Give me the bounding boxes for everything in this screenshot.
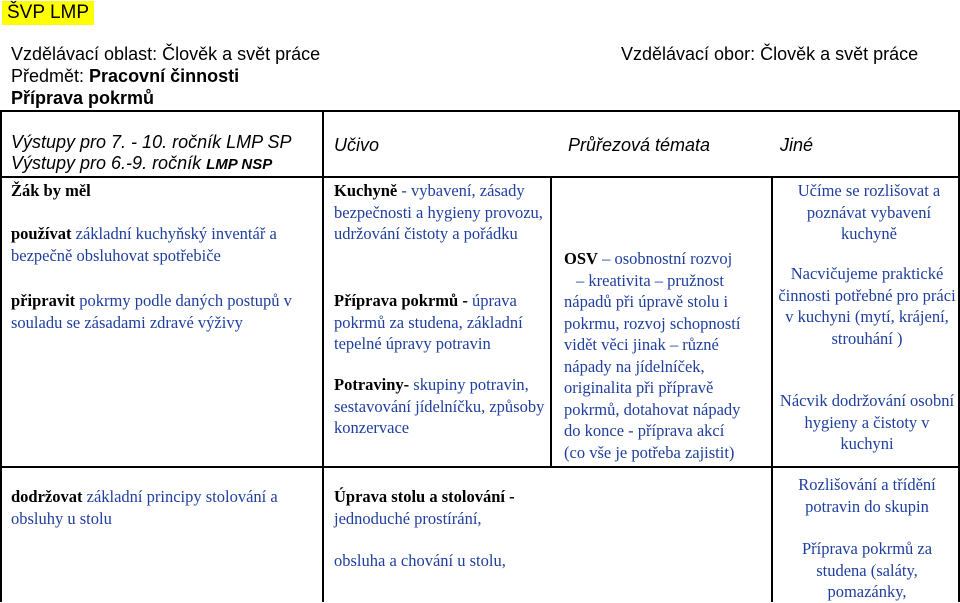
col2-groceries-text: skupiny potravin, sestavování jídelníčku, způsoby konzervace (334, 375, 545, 437)
col-divider-2 (550, 176, 552, 466)
col3-osv (564, 248, 770, 463)
col2-kitchen (334, 180, 548, 245)
col3-osv-line (564, 248, 770, 270)
col1-item-prepare (11, 290, 321, 333)
col3-line: – kreativita – pružnost (576, 270, 725, 290)
col1-item-use (11, 223, 321, 266)
other-header: Jiné (780, 135, 814, 155)
col4-distinguish-equipment: Učíme se rozlišovat a poznávat vybavení kuchyně (797, 181, 941, 243)
col2-kitchen-text: - vybavení, zásady bezpečnosti a hygieny provozu, udržování čistoty a pořádku (334, 181, 543, 243)
field-label: Vzdělávací obor: Člověk a svět práce (621, 44, 919, 64)
table-top-border (0, 110, 960, 112)
col1-item-use-text: základní kuchyňský inventář a bezpečně obsluhovat spotřebiče (11, 224, 277, 265)
subject-label (11, 66, 239, 87)
col3-line: nápady na jídelníček, (564, 356, 705, 376)
col3-line: originalita při přípravě (564, 378, 714, 397)
col3-osv-title: OSV (564, 249, 598, 268)
col3-line: pokrmu, rozvoj schopností (564, 313, 741, 333)
svp-badge: ŠVP LMP (2, 1, 94, 25)
col2-food-prep-title: Příprava pokrmů - (334, 291, 468, 310)
col-divider-3 (771, 176, 773, 602)
col4-hygiene-practice: Nácvik dodržování osobní hygieny a čistoty v kuchyni (779, 391, 955, 453)
col1-item-use-verb: používat (11, 224, 72, 243)
curriculum-header: Učivo (334, 135, 380, 155)
col1-item-serving-text: základní principy stolování a obsluhy u stolu (11, 487, 278, 528)
outputs-header-line1: Výstupy pro 7. - 10. ročník LMP SP (11, 132, 292, 152)
col3-line: pokrmů, dotahovat nápady (564, 399, 741, 419)
col2-table-setting (334, 486, 548, 529)
outputs-header-line2-b: LMP NSP (206, 156, 273, 173)
col2-table-setting-text: jednoduché prostírání, (334, 508, 482, 528)
col1-item-serving-verb: dodržovat (11, 487, 83, 506)
area-label: Vzdělávací oblast: Člověk a svět práce (11, 44, 321, 64)
col3-line: do konce - příprava akcí (564, 421, 725, 440)
body-row-divider (0, 466, 960, 468)
col4-practice-activities: Nacvičujeme praktické činnosti potřebné pro práci v kuchyni (mytí, krájení, strouhání ) (778, 264, 956, 348)
cross-topics-header: Průřezová témata (568, 135, 711, 155)
subject-value: Pracovní činnosti (89, 66, 240, 86)
col4-cold-dishes: Příprava pokrmů za studena (saláty, pomazánky, (801, 539, 933, 601)
col3-osv-text: – osobnostní rozvoj (597, 249, 733, 268)
table-left-border (0, 110, 2, 602)
outputs-header-line2 (11, 153, 272, 175)
col2-food-prep-text: úprava pokrmů za studena, základní tepelné úpravy potravin (334, 291, 523, 353)
col2-serving: obsluha a chování u stolu, (334, 551, 506, 570)
col1-item-serving (11, 486, 321, 529)
col2-table-setting-title: Úprava stolu a stolování - (334, 487, 515, 506)
col3-line: nápadů při úpravě stolu i (564, 292, 729, 311)
topic-title: Příprava pokrmů (11, 88, 155, 108)
col3-line: vidět věci jinak – různé (564, 335, 719, 354)
col1-item-prepare-text: pokrmy podle daných postupů v souladu se zásadami zdravé výživy (11, 291, 292, 332)
col3-line: (co vše je potřeba zajistit) (564, 442, 735, 462)
col2-food-prep (334, 290, 548, 355)
col2-kitchen-title: Kuchyně (334, 181, 398, 200)
col2-groceries-title: Potraviny- (334, 375, 410, 394)
outputs-header-line2-a: Výstupy pro 6.-9. ročník (11, 153, 207, 173)
col-divider-1 (322, 110, 324, 602)
subject-prefix: Předmět: (11, 66, 90, 86)
col2-groceries (334, 374, 548, 439)
col4-sorting-foods: Rozlišování a třídění potravin do skupin (798, 475, 936, 516)
header-row-divider (0, 176, 960, 178)
col1-heading: Žák by měl (11, 181, 91, 200)
col1-item-prepare-verb: připravit (11, 291, 76, 310)
